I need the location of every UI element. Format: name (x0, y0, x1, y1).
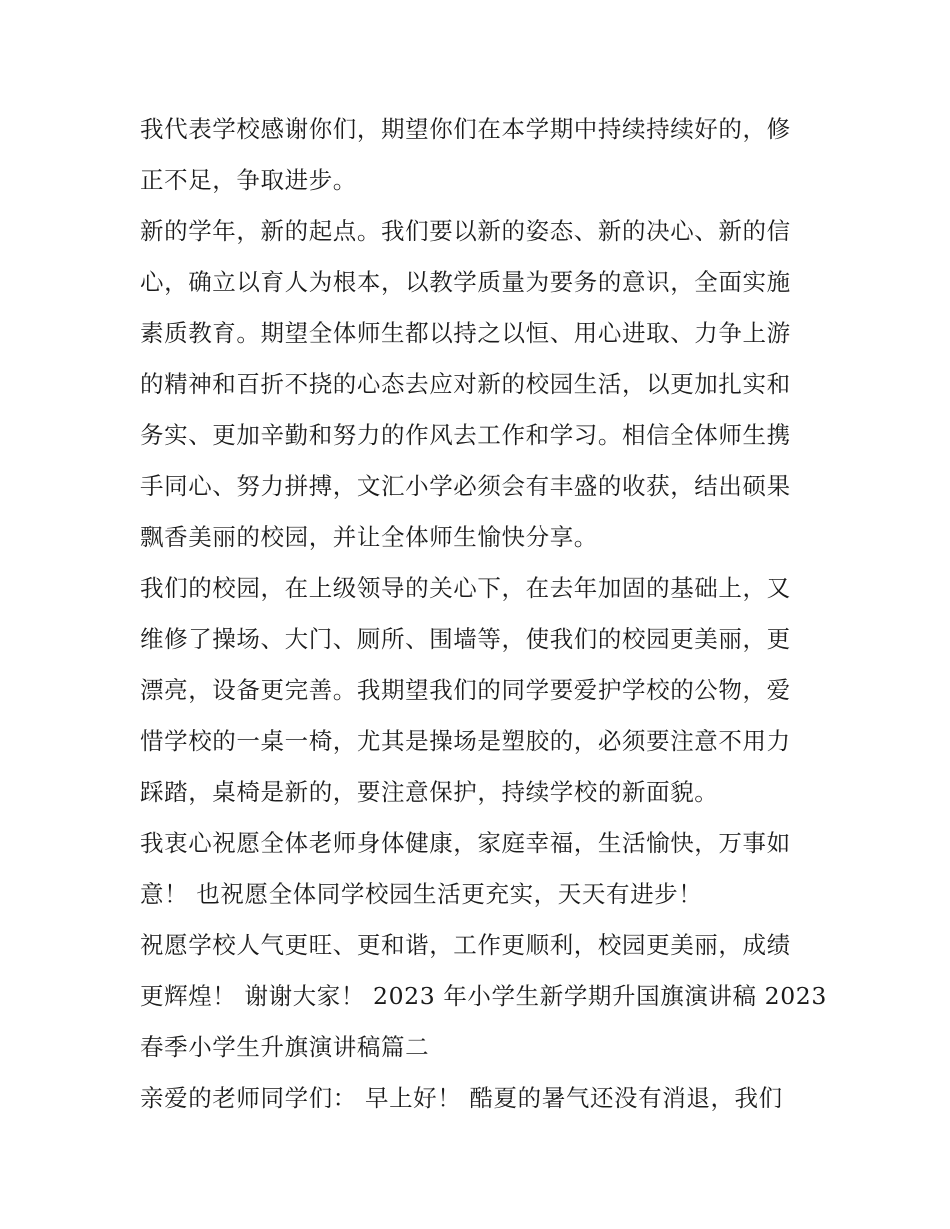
text-line: 踩踏，桌椅是新的，要注意保护，持续学校的新面貌。 (140, 778, 719, 806)
text-line: 意！ 也祝愿全体同学校园生活更充实，天天有进步！ (140, 880, 703, 908)
text-line: 新的学年，新的起点。我们要以新的姿态、新的决心、新的信 (140, 217, 791, 245)
text-line: 我们的校园，在上级领导的关心下，在去年加固的基础上，又 (140, 574, 791, 602)
text-line: 漂亮，设备更完善。我期望我们的同学要爱护学校的公物，爱 (140, 676, 791, 704)
paragraph-campus (140, 563, 812, 818)
text-line: 祝愿学校人气更旺、更和谐，工作更顺利，校园更美丽，成绩 (140, 931, 791, 959)
text-line: 正不足，争取进步。 (140, 166, 357, 194)
paragraph-thanks (140, 104, 812, 206)
paragraph-new-year (140, 206, 812, 563)
text-line: 我代表学校感谢你们，期望你们在本学期中持续持续好的，修 (140, 115, 791, 143)
text-line: 务实、更加辛勤和努力的作风去工作和学习。相信全体师生携 (140, 421, 791, 449)
text-line: 的精神和百折不挠的心态去应对新的校园生活，以更加扎实和 (140, 370, 791, 398)
paragraph-greeting (140, 1073, 812, 1124)
text-line: 我衷心祝愿全体老师身体健康，家庭幸福，生活愉快，万事如 (140, 829, 791, 857)
text-line: 维修了操场、大门、厕所、围墙等，使我们的校园更美丽，更 (140, 625, 791, 653)
text-line: 飘香美丽的校园，并让全体师生愉快分享。 (140, 523, 598, 551)
text-line: 惜学校的一桌一椅，尤其是操场是塑胶的，必须要注意不用力 (140, 727, 791, 755)
text-line: 手同心、努力拼搏，文汇小学必须会有丰盛的收获，结出硕果 (140, 472, 791, 500)
text-line: 心，确立以育人为根本，以教学质量为要务的意识，全面实施 (140, 268, 791, 296)
text-line: 春季小学生升旗演讲稿篇二 (140, 1033, 430, 1061)
text-line: 更辉煌！ 谢谢大家！ 2023 年小学生新学期升国旗演讲稿 2023 (140, 982, 827, 1010)
paragraph-closing (140, 920, 827, 1073)
text-line: 亲爱的老师同学们： 早上好！ 酷夏的暑气还没有消退，我们 (140, 1084, 783, 1112)
text-line: 素质教育。期望全体师生都以持之以恒、用心进取、力争上游 (140, 319, 791, 347)
paragraph-wishes (140, 818, 812, 920)
document-body (140, 104, 827, 1124)
